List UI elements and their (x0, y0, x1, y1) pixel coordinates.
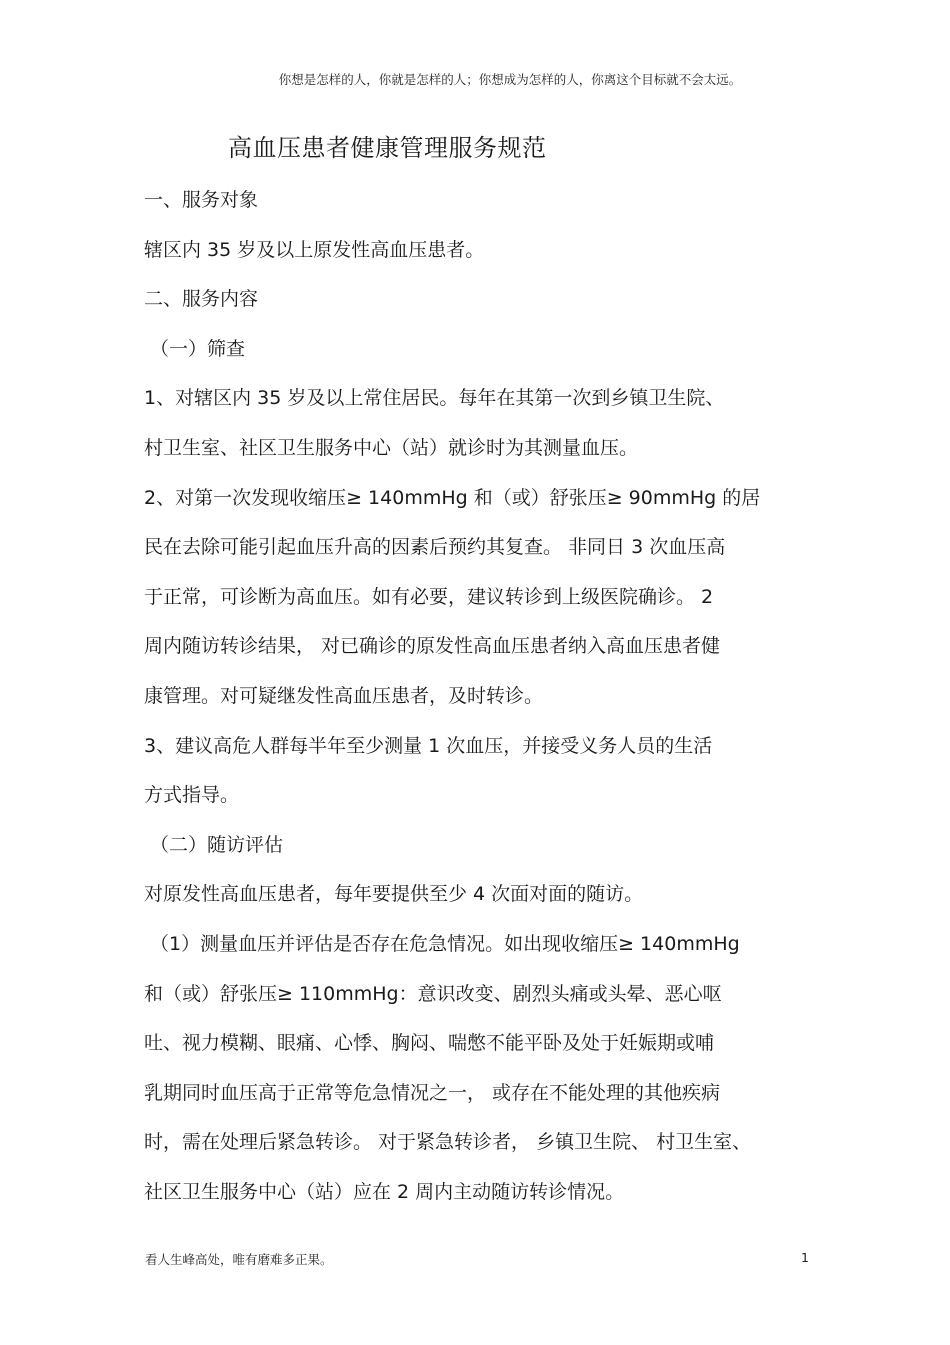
document-body (144, 176, 814, 1217)
paragraph-line: 时，需在处理后紧急转诊。 对于紧急转诊者， 乡镇卫生院、 村卫生室、 (144, 1131, 752, 1154)
subsection-heading: （二）随访评估 (150, 833, 284, 856)
paragraph-line: 1、对辖区内 35 岁及以上常住居民。每年在其第一次到乡镇卫生院、 (144, 387, 725, 410)
paragraph-line: 辖区内 35 岁及以上原发性高血压患者。 (144, 238, 485, 261)
paragraph-line: 康管理。对可疑继发性高血压患者，及时转诊。 (144, 684, 544, 707)
section-heading: 一、服务对象 (144, 189, 259, 211)
paragraph-line: 民在去除可能引起血压升高的因素后预约其复查。 非同日 3 次血压高 (144, 536, 726, 559)
header-motto: 你想是怎样的人，你就是怎样的人；你想成为怎样的人，你离这个目标就不会太远。 (278, 72, 742, 87)
paragraph-line: 方式指导。 (144, 784, 240, 807)
paragraph-line: 和（或）舒张压≥ 110mmHg：意识改变、剧烈头痛或头晕、恶心呕 (144, 982, 722, 1005)
paragraph-line: 对原发性高血压患者，每年要提供至少 4 次面对面的随访。 (144, 883, 644, 906)
paragraph-line: 周内随访转诊结果， 对已确诊的原发性高血压患者纳入高血压患者健 (144, 635, 721, 658)
section-heading: 二、服务内容 (144, 288, 259, 311)
paragraph-line: （1）测量血压并评估是否存在危急情况。如出现收缩压≥ 140mmHg (150, 932, 740, 955)
paragraph-line: 2、对第一次发现收缩压≥ 140mmHg 和（或）舒张压≥ 90mmHg 的居 (144, 486, 761, 509)
paragraph-line: 于正常，可诊断为高血压。如有必要，建议转诊到上级医院确诊。 2 (144, 585, 714, 608)
subsection-heading: （一）筛查 (150, 337, 246, 360)
paragraph-line: 3、建议高危人群每半年至少测量 1 次血压，并接受义务人员的生活 (144, 734, 713, 757)
document-title: 高血压患者健康管理服务规范 (228, 134, 547, 162)
footer-motto: 看人生峰高处，唯有磨难多正果。 (145, 1252, 333, 1267)
page-number: 1 (801, 1250, 809, 1265)
paragraph-line: 乳期同时血压高于正常等危急情况之一， 或存在不能处理的其他疾病 (144, 1081, 721, 1104)
paragraph-line: 吐、视力模糊、眼痛、心悸、胸闷、喘憋不能平卧及处于妊娠期或哺 (144, 1032, 715, 1055)
paragraph-line: 村卫生室、社区卫生服务中心（站）就诊时为其测量血压。 (144, 436, 639, 459)
paragraph-line: 社区卫生服务中心（站）应在 2 周内主动随访转诊情况。 (144, 1180, 625, 1203)
